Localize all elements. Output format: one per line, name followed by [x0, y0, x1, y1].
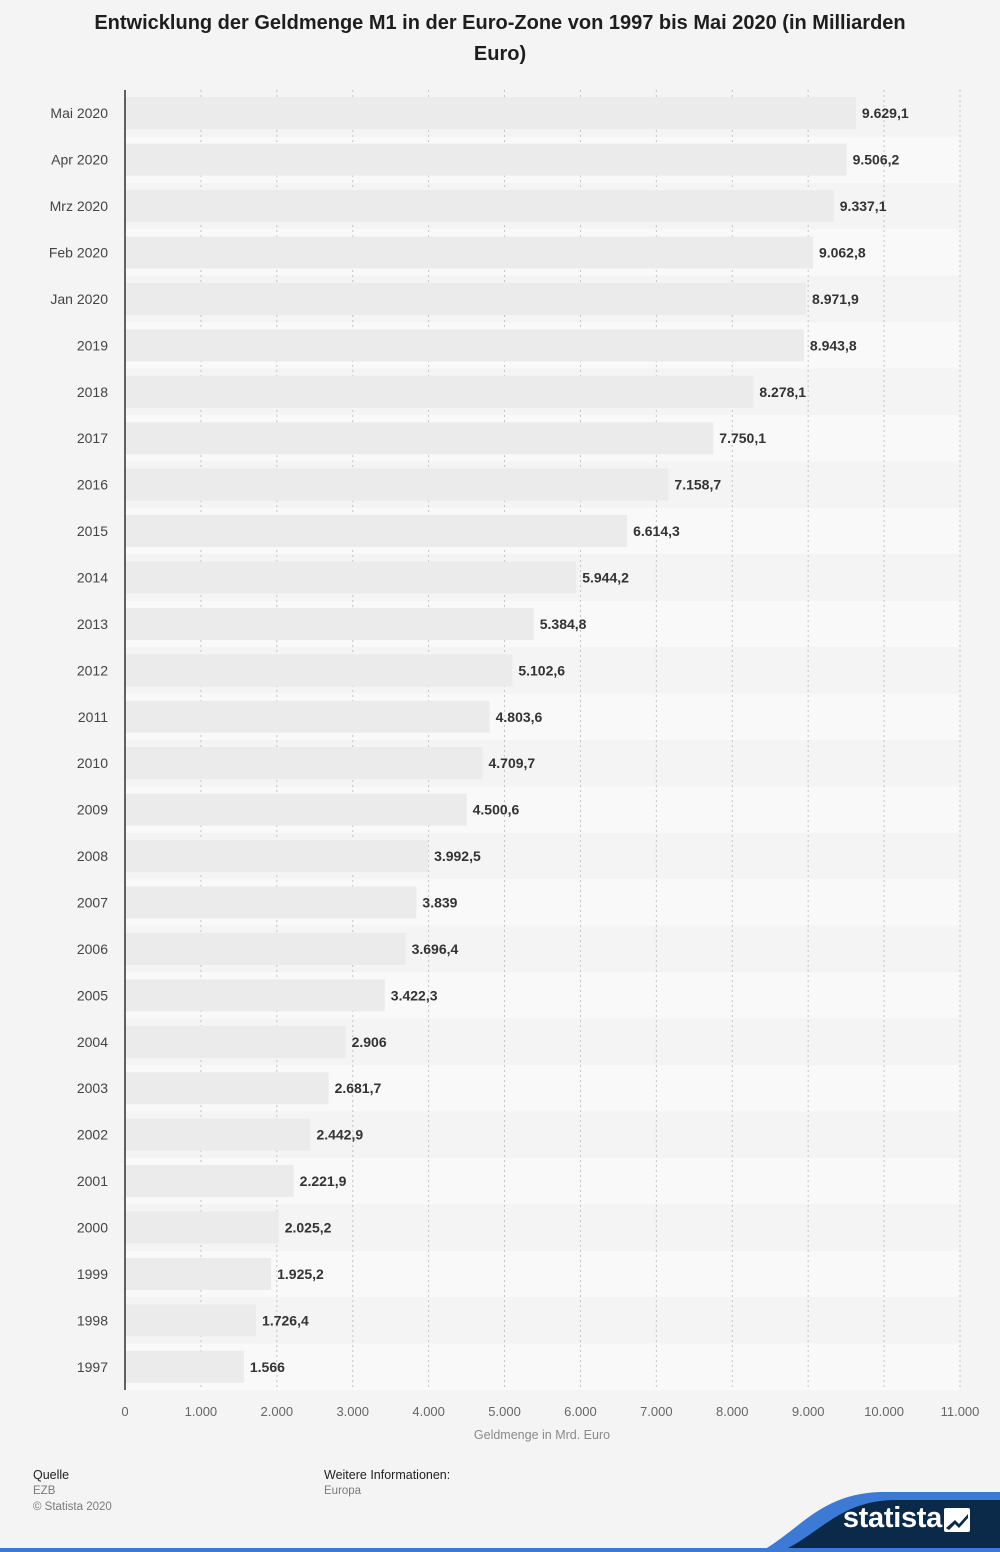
x-tick-label: 1.000	[184, 1404, 218, 1419]
value-label: 7.158,7	[674, 476, 722, 493]
value-label: 3.696,4	[411, 940, 459, 957]
x-tick-label: 10.000	[864, 1404, 904, 1419]
value-label: 3.422,3	[390, 987, 438, 1004]
x-tick-label: 3.000	[336, 1404, 370, 1419]
category-label: 2012	[76, 662, 108, 679]
category-label: 2004	[76, 1033, 108, 1050]
bar[interactable]	[125, 1258, 271, 1290]
bar[interactable]	[125, 887, 416, 919]
value-label: 9.629,1	[861, 105, 909, 122]
bar[interactable]	[125, 654, 512, 686]
category-label: 2011	[77, 708, 108, 725]
bar[interactable]	[125, 608, 534, 640]
bar[interactable]	[125, 562, 576, 594]
bar[interactable]	[125, 144, 847, 176]
bar[interactable]	[125, 1026, 346, 1058]
chart-title: Entwicklung der Geldmenge M1 in der Euro-Zone von 1997 bis Mai 2020 (in Milliarden Euro)	[94, 12, 906, 65]
x-tick-label: 0	[121, 1404, 129, 1419]
value-label: 3.992,5	[434, 848, 481, 865]
x-tick-label: 9.000	[791, 1404, 825, 1419]
value-label: 6.614,3	[633, 523, 680, 540]
category-label: 2018	[76, 383, 108, 400]
value-label: 2.025,2	[284, 1219, 332, 1236]
bar[interactable]	[125, 422, 713, 454]
value-label: 1.925,2	[277, 1265, 324, 1282]
category-label: 2003	[76, 1080, 108, 1097]
bar[interactable]	[125, 190, 834, 222]
value-label: 9.062,8	[818, 244, 866, 261]
category-label: 2010	[76, 755, 108, 772]
category-label: 2008	[76, 848, 108, 865]
value-label: 7.750,1	[719, 430, 767, 447]
x-tick-label: 6.000	[564, 1404, 597, 1419]
x-tick-label: 11.000	[940, 1404, 980, 1419]
category-label: 2014	[76, 569, 108, 586]
value-label: 9.337,1	[839, 198, 887, 215]
statista-logo[interactable]: statista	[842, 1502, 942, 1534]
bar[interactable]	[125, 237, 813, 269]
bar[interactable]	[125, 1119, 310, 1151]
category-label: 2002	[76, 1126, 108, 1143]
category-label: 1997	[76, 1358, 108, 1375]
category-label: Mai 2020	[50, 105, 108, 122]
value-label: 5.944,2	[582, 569, 629, 586]
bar[interactable]	[125, 97, 856, 129]
x-tick-label: 8.000	[715, 1404, 749, 1419]
category-label: 1998	[76, 1312, 108, 1329]
category-label: Mrz 2020	[49, 198, 108, 215]
category-label: 2017	[76, 430, 108, 447]
category-label: 2000	[76, 1219, 108, 1236]
category-label: 2015	[76, 523, 108, 540]
value-label: 2.442,9	[316, 1126, 364, 1143]
value-label: 9.506,2	[852, 151, 900, 168]
value-label: 3.839	[422, 894, 458, 911]
value-label: 5.384,8	[539, 615, 587, 632]
value-label: 4.709,7	[488, 755, 536, 772]
value-label: 4.803,6	[495, 708, 543, 725]
bar[interactable]	[125, 701, 490, 733]
value-label: 5.102,6	[518, 662, 566, 679]
category-label: 1999	[76, 1265, 108, 1282]
value-label: 8.971,9	[812, 290, 859, 307]
bar[interactable]	[125, 515, 627, 547]
value-label: 2.906	[351, 1033, 387, 1050]
value-label: 8.943,8	[809, 337, 857, 354]
value-label: 1.566	[249, 1358, 285, 1375]
info-link[interactable]: Europa	[324, 1485, 362, 1497]
info-heading: Weitere Informationen:	[324, 1468, 451, 1482]
value-label: 2.681,7	[334, 1080, 382, 1097]
bar[interactable]	[125, 1072, 329, 1104]
statista-logo-icon	[944, 1508, 970, 1532]
bar[interactable]	[125, 283, 806, 315]
x-tick-label: 4.000	[412, 1404, 445, 1419]
copyright: © Statista 2020	[33, 1501, 112, 1513]
value-label: 2.221,9	[299, 1173, 347, 1190]
source-link[interactable]: EZB	[33, 1485, 56, 1497]
category-label: 2005	[76, 987, 108, 1004]
bar[interactable]	[125, 840, 428, 872]
value-label: 4.500,6	[472, 801, 520, 818]
bar[interactable]	[125, 329, 804, 361]
category-label: 2009	[76, 801, 108, 818]
bar[interactable]	[125, 794, 467, 826]
source-heading: Quelle	[33, 1468, 70, 1482]
x-tick-label: 7.000	[640, 1404, 673, 1419]
x-axis-label: Geldmenge in Mrd. Euro	[473, 1428, 611, 1442]
bar[interactable]	[125, 1212, 279, 1244]
category-label: 2007	[76, 894, 108, 911]
x-tick-label: 2.000	[260, 1404, 294, 1419]
category-label: 2006	[76, 940, 108, 957]
bar[interactable]	[125, 1351, 244, 1383]
brand-bottom-line	[0, 1548, 1000, 1552]
category-label: 2016	[76, 476, 108, 493]
bar[interactable]	[125, 1304, 256, 1336]
bar[interactable]	[125, 469, 668, 501]
value-label: 1.726,4	[262, 1312, 309, 1329]
bar[interactable]	[125, 376, 753, 408]
bar[interactable]	[125, 933, 406, 965]
category-label: Jan 2020	[50, 290, 108, 307]
category-labels	[49, 105, 108, 1375]
value-label: 8.278,1	[759, 383, 807, 400]
category-label: Apr 2020	[51, 151, 108, 168]
x-tick-label: 5.000	[488, 1404, 521, 1419]
category-label: 2013	[76, 615, 108, 632]
bar[interactable]	[125, 747, 483, 779]
category-label: 2019	[76, 337, 108, 354]
category-label: 2001	[76, 1173, 108, 1190]
bar[interactable]	[125, 979, 385, 1011]
bar[interactable]	[125, 1165, 294, 1197]
x-tick-labels	[121, 1404, 979, 1419]
category-label: Feb 2020	[48, 244, 108, 261]
